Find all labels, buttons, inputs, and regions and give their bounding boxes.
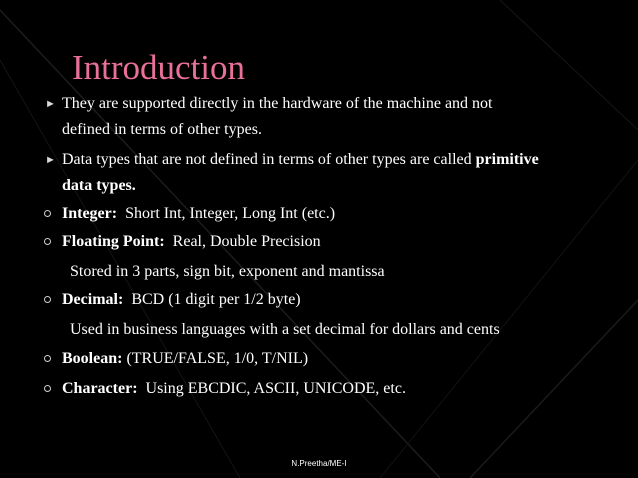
circle-bullet-icon bbox=[44, 296, 51, 303]
item-decimal bbox=[62, 289, 301, 311]
circle-bullet-icon bbox=[44, 238, 51, 245]
circle-bullet-icon bbox=[44, 385, 51, 392]
item-text: (TRUE/FALSE, 1/0, T/NIL) bbox=[126, 350, 309, 367]
slide-title: Introduction bbox=[72, 48, 246, 87]
item-text: BCD (1 digit per 1/2 byte) bbox=[131, 291, 301, 308]
bullet-2-text: Data types that are not defined in terms of other types are called bbox=[62, 151, 472, 168]
slide-footer: N.Preetha/ME-I bbox=[291, 459, 347, 468]
item-label: Decimal: bbox=[62, 291, 124, 308]
bullet-2-bold-term: primitive bbox=[475, 151, 539, 168]
item-boolean bbox=[62, 348, 308, 370]
circle-bullet-icon bbox=[44, 210, 51, 217]
item-floating-point bbox=[62, 231, 321, 253]
item-decimal-note: Used in business languages with a set decimal for dollars and cents bbox=[70, 321, 500, 338]
circle-bullet-icon bbox=[44, 355, 51, 362]
item-text: Using EBCDIC, ASCII, UNICODE, etc. bbox=[145, 380, 406, 397]
bullet-1-line-1: They are supported directly in the hardware of the machine and not bbox=[62, 95, 493, 112]
item-label: Integer: bbox=[62, 205, 118, 222]
bullet-2-line-1 bbox=[62, 149, 539, 171]
bullet-1-line-2: defined in terms of other types. bbox=[62, 121, 262, 138]
item-label: Boolean: bbox=[62, 350, 123, 367]
triangle-bullet-icon: ► bbox=[45, 154, 56, 166]
item-text: Real, Double Precision bbox=[172, 233, 321, 250]
item-label: Floating Point: bbox=[62, 233, 165, 250]
triangle-bullet-icon: ► bbox=[45, 98, 56, 110]
item-character bbox=[62, 378, 406, 400]
item-floating-point-note: Stored in 3 parts, sign bit, exponent and mantissa bbox=[70, 263, 385, 280]
item-text: Short Int, Integer, Long Int (etc.) bbox=[125, 205, 336, 222]
bullet-2-line-2 bbox=[62, 175, 136, 197]
item-integer bbox=[62, 203, 335, 225]
item-label: Character: bbox=[62, 380, 138, 397]
bullet-2-bold-term-cont: data types. bbox=[62, 177, 136, 194]
